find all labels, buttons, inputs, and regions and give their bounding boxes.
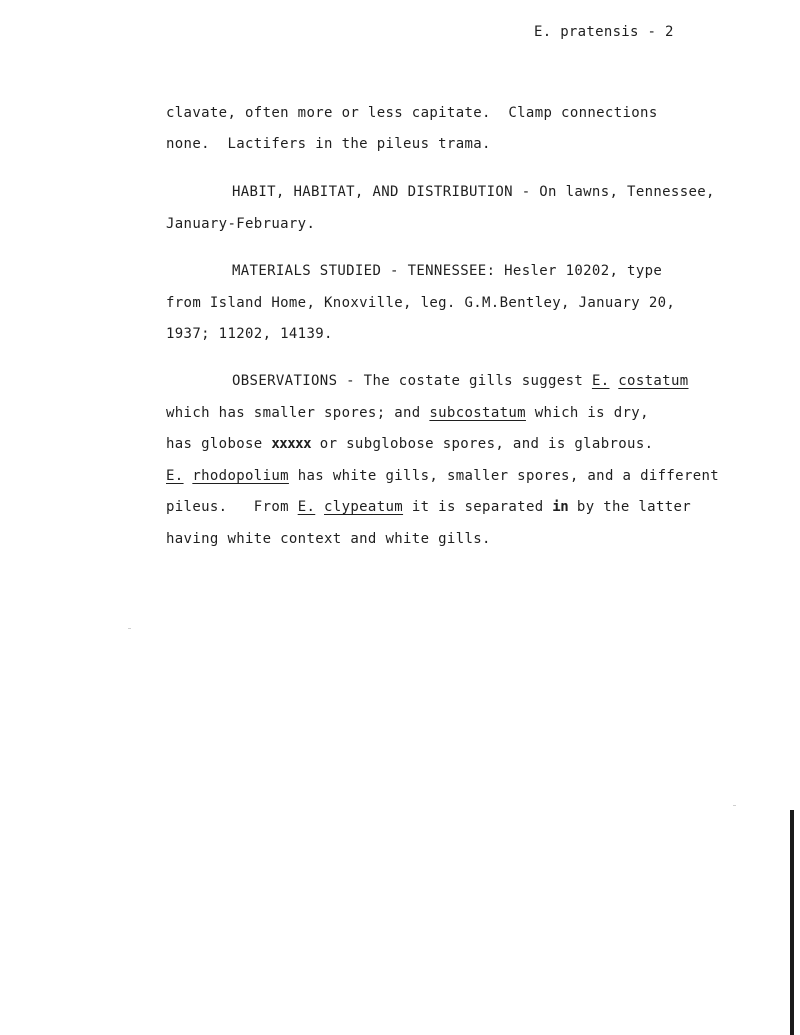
observations-text-5e: it is separated: [403, 499, 553, 515]
observations-text-3c: or subglobose spores, and is glabrous.: [311, 436, 654, 452]
header-genus: E.: [534, 24, 552, 40]
genus-abbrev-underlined-3: E.: [297, 499, 316, 515]
genus-abbrev-underlined-2: E.: [166, 468, 184, 484]
observations-text-5g: by the latter: [568, 499, 692, 515]
text-line-observations-4: [166, 467, 719, 485]
observations-text-4d: has white gills, smaller spores, and a different: [288, 468, 720, 484]
scan-speck: [128, 628, 131, 629]
header-species: pratensis: [560, 24, 639, 40]
scan-speck-2: [733, 805, 736, 806]
header-page-number: - 2: [647, 24, 674, 40]
text-line-materials-heading: MATERIALS STUDIED - TENNESSEE: Hesler 10202, type: [232, 263, 663, 279]
species-rhodopolium-underlined: rhodopolium: [192, 468, 289, 484]
text-line-habitat-dates: January-February.: [166, 216, 316, 232]
text-line-habitat-heading: HABIT, HABITAT, AND DISTRIBUTION - On lawns, Tennessee,: [232, 184, 715, 200]
page-header: [534, 24, 674, 40]
text-line-materials-location: from Island Home, Knoxville, leg. G.M.Bentley, January 20,: [166, 295, 676, 311]
genus-abbrev-underlined: E.: [591, 373, 610, 389]
text-line-materials-numbers: 1937; 11202, 14139.: [166, 326, 333, 342]
struck-out-word: xxxxx: [271, 436, 312, 452]
text-line-1: clavate, often more or less capitate. Clamp connections: [166, 105, 658, 121]
observations-text-3a: has globose: [166, 436, 272, 452]
observations-text: OBSERVATIONS - The costate gills suggest: [232, 373, 592, 389]
text-line-observations-6: having white context and white gills.: [166, 531, 491, 547]
text-line-observations-2: [166, 404, 649, 422]
text-line-observations-3: [166, 435, 653, 453]
observations-text-2a: which has smaller spores; and: [166, 405, 430, 421]
text-line-observations-5: [166, 498, 691, 516]
scan-edge-shadow: [790, 810, 794, 1035]
observations-text-2c: which is dry,: [525, 405, 649, 421]
space: [610, 373, 619, 389]
space-3: [315, 499, 324, 515]
species-costatum-underlined: costatum: [618, 373, 689, 389]
species-subcostatum-underlined: subcostatum: [429, 405, 526, 421]
text-line-2: none. Lactifers in the pileus trama.: [166, 136, 491, 152]
species-clypeatum-underlined: clypeatum: [324, 499, 404, 515]
text-line-observations-heading: [232, 372, 689, 390]
observations-text-5a: pileus. From: [166, 499, 298, 515]
struck-out-word-2: in: [552, 499, 569, 515]
